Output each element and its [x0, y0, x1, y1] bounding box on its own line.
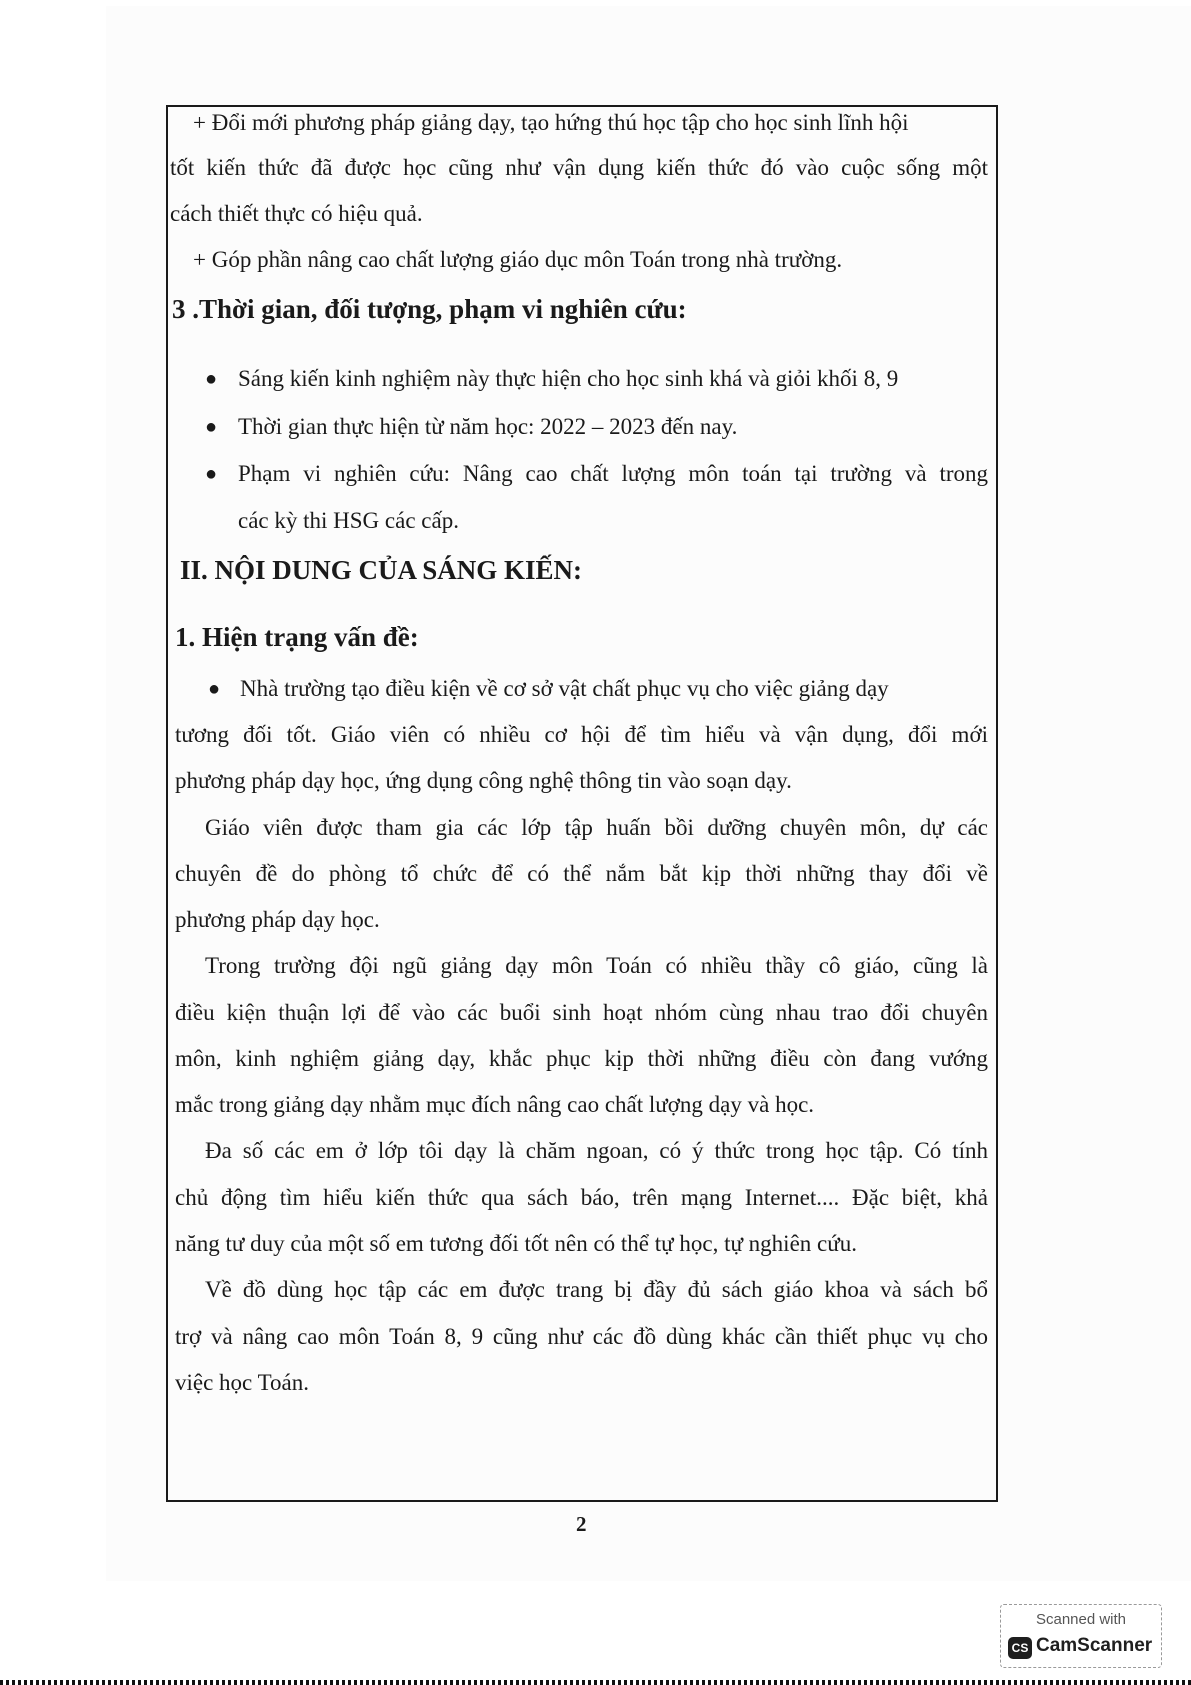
bullet-text: Thời gian thực hiện từ năm học: 2022 – 2023 đến nay. — [238, 414, 738, 439]
body-line: việc học Toán. — [175, 1370, 310, 1395]
bullet-text: các kỳ thi HSG các cấp. — [238, 508, 459, 533]
body-line: Nhà trường tạo điều kiện về cơ sở vật chất phục vụ cho việc giảng dạy — [240, 676, 889, 701]
bullet-dot-icon: ● — [205, 463, 218, 485]
text-line: + Góp phần nâng cao chất lượng giáo dục môn Toán trong nhà trường. — [193, 247, 843, 272]
subsection-heading: 1. Hiện trạng vấn đề: — [175, 622, 419, 652]
body-line: môn, kinh nghiệm giảng dạy, khắc phục kịp thời những điều còn đang vướng — [175, 1046, 988, 1071]
body-line: Đa số các em ở lớp tôi dạy là chăm ngoan, có ý thức trong học tập. Có tính — [205, 1138, 988, 1163]
body-line: Giáo viên được tham gia các lớp tập huấn bồi dưỡng chuyên môn, dự các — [205, 815, 988, 840]
body-line: điều kiện thuận lợi để vào các buổi sinh hoạt nhóm cùng nhau trao đổi chuyên — [175, 1000, 988, 1025]
text-line: tốt kiến thức đã được học cũng như vận dụng kiến thức đó vào cuộc sống một — [170, 155, 988, 180]
body-line: phương pháp dạy học. — [175, 907, 380, 932]
scan-edge-strip — [0, 1680, 1191, 1685]
body-line: mắc trong giảng dạy nhằm mục đích nâng cao chất lượng dạy và học. — [175, 1092, 815, 1117]
scanned-with-label: Scanned with — [1035, 1611, 1127, 1628]
page-number: 2 — [576, 1512, 587, 1536]
body-line: Trong trường đội ngũ giảng dạy môn Toán có nhiều thầy cô giáo, cũng là — [205, 953, 988, 978]
bullet-dot-icon: ● — [205, 368, 218, 390]
bullet-text: Phạm vi nghiên cứu: Nâng cao chất lượng môn toán tại trường và trong — [238, 461, 988, 486]
bullet-dot-icon: ● — [205, 416, 218, 438]
body-line: tương đối tốt. Giáo viên có nhiều cơ hội để tìm hiểu và vận dụng, đổi mới — [175, 722, 988, 747]
body-line: chủ động tìm hiểu kiến thức qua sách báo, trên mạng Internet.... Đặc biệt, khả — [175, 1185, 988, 1210]
bullet-dot-icon: ● — [208, 678, 221, 700]
bullet-text: Sáng kiến kinh nghiệm này thực hiện cho học sinh khá và giỏi khối 8, 9 — [238, 366, 899, 391]
body-line: chuyên đề do phòng tổ chức để có thể nắm bắt kịp thời những thay đổi về — [175, 861, 988, 886]
camscanner-logo-icon: CS — [1008, 1637, 1032, 1659]
body-line: năng tư duy của một số em tương đối tốt nên có thể tự học, tự nghiên cứu. — [175, 1231, 857, 1256]
body-line: trợ và nâng cao môn Toán 8, 9 cũng như các đồ dùng khác cần thiết phục vụ cho — [175, 1324, 988, 1349]
body-line: Về đồ dùng học tập các em được trang bị đầy đủ sách giáo khoa và sách bổ — [205, 1277, 988, 1302]
body-line: phương pháp dạy học, ứng dụng công nghệ thông tin vào soạn dạy. — [175, 768, 792, 793]
part-heading: II. NỘI DUNG CỦA SÁNG KIẾN: — [180, 555, 583, 585]
camscanner-brand: CamScanner — [1036, 1635, 1153, 1656]
text-line: cách thiết thực có hiệu quả. — [170, 201, 423, 226]
text-line: + Đổi mới phương pháp giảng dạy, tạo hứng thú học tập cho học sinh lĩnh hội — [193, 110, 909, 135]
camscanner-watermark — [1000, 1604, 1162, 1668]
section-heading: 3 .Thời gian, đối tượng, phạm vi nghiên cứu: — [172, 294, 687, 324]
